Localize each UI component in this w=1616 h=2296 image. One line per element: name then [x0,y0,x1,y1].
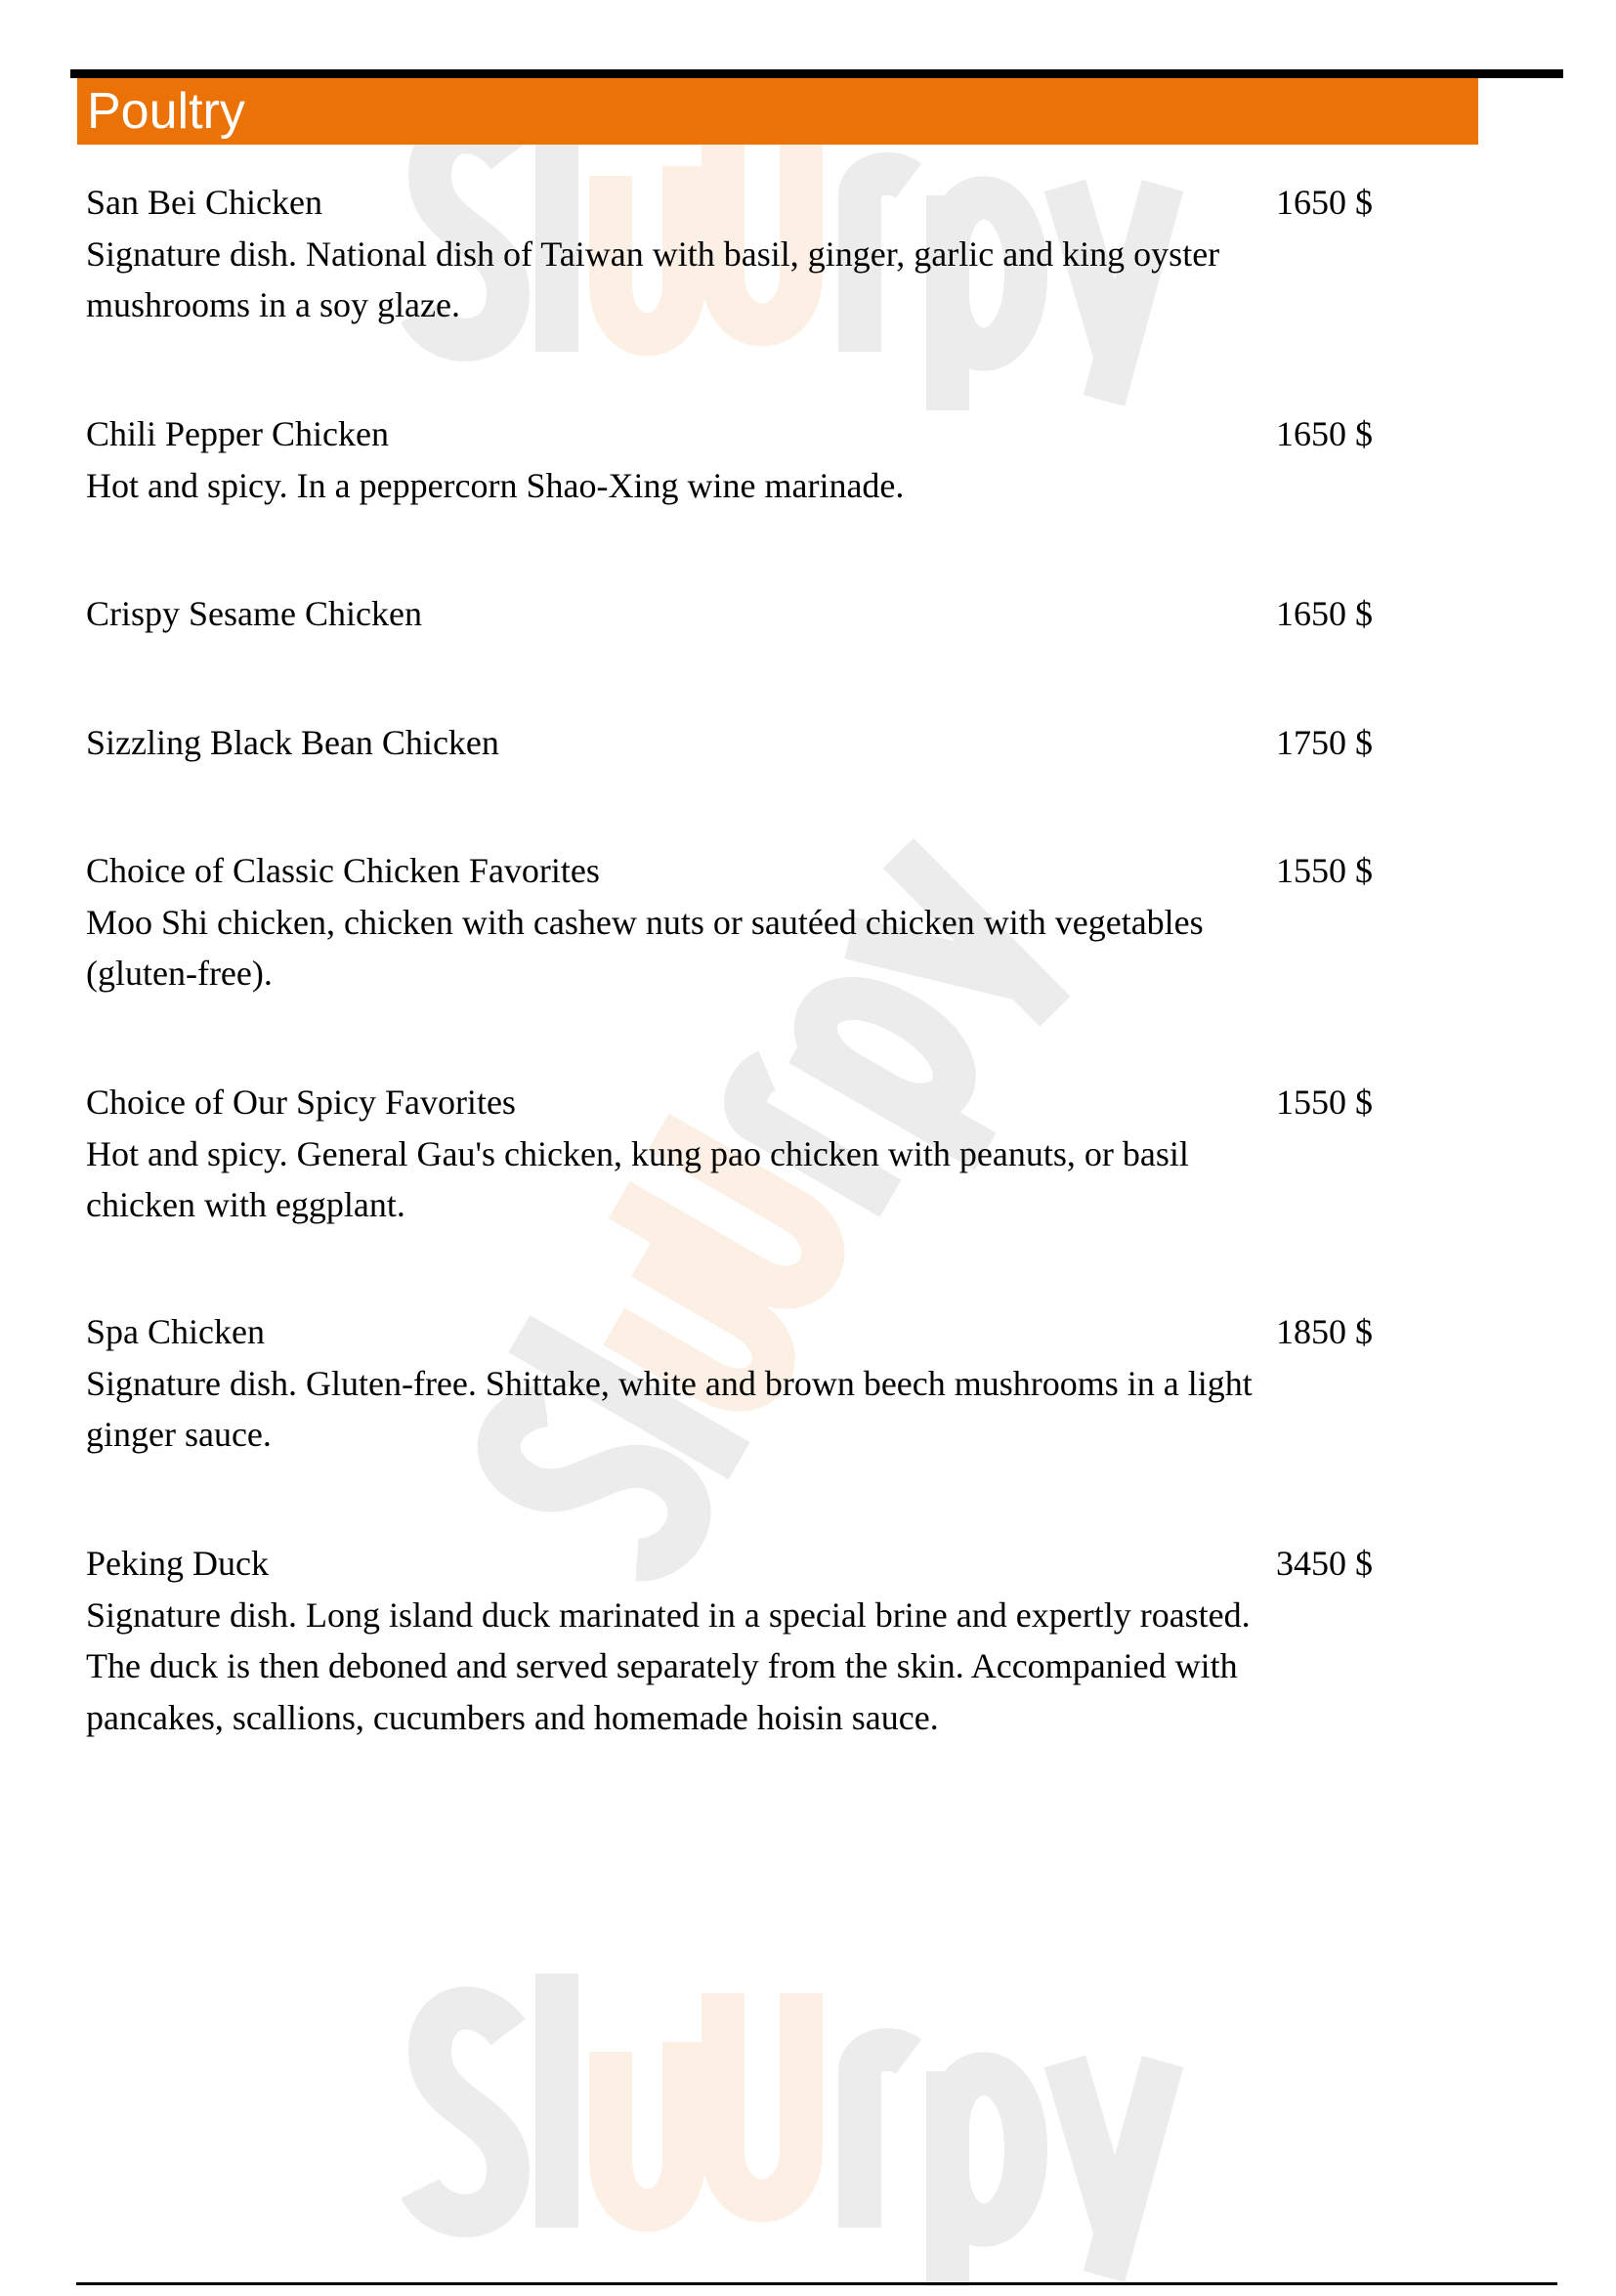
menu-item [86,588,1434,640]
item-description: Hot and spicy. General Gau's chicken, kung pao chicken with peanuts, or basil chicken with eggplant. [86,1133,1189,1224]
menu-item [86,1077,1434,1231]
item-name: Spa Chicken [86,1312,265,1351]
section-header [77,78,1478,145]
menu-item [86,1306,1434,1461]
item-price: 1550 $ [1276,851,1373,890]
item-description: Hot and spicy. In a peppercorn Shao-Xing wine marinade. [86,465,905,505]
menu-item [86,845,1434,999]
item-price: 1650 $ [1276,183,1373,222]
item-price: 1650 $ [1276,414,1373,453]
item-name: Choice of Classic Chicken Favorites [86,851,600,890]
section-title: Poultry [87,83,245,140]
item-price: 1650 $ [1276,594,1373,633]
item-price: 1850 $ [1276,1312,1373,1351]
item-description: Moo Shi chicken, chicken with cashew nuts or sautéed chicken with vegetables (gluten-free). [86,902,1204,993]
top-rule [70,69,1563,78]
item-price: 3450 $ [1276,1544,1373,1583]
item-name: Chili Pepper Chicken [86,414,389,453]
watermark-logo [401,1964,1221,2296]
item-name: Choice of Our Spicy Favorites [86,1083,516,1122]
menu-item [86,717,1434,769]
item-name: Crispy Sesame Chicken [86,594,422,633]
item-description: Signature dish. National dish of Taiwan with basil, ginger, garlic and king oyster mushrooms in a soy glaze. [86,234,1220,324]
item-name: Sizzling Black Bean Chicken [86,723,499,762]
item-name: Peking Duck [86,1544,269,1583]
item-price: 1550 $ [1276,1083,1373,1122]
item-name: San Bei Chicken [86,183,322,222]
item-description: Signature dish. Gluten-free. Shittake, white and brown beech mushrooms in a light ginger sauce. [86,1363,1253,1454]
menu-item [86,1538,1434,1743]
watermark-logo-graphic [401,1964,1221,2296]
menu-item [86,408,1434,511]
item-description: Signature dish. Long island duck marinated in a special brine and expertly roasted. The duck is then deboned and served separately from the skin. Accompanied with pancakes, scallions, cucumbers and homemade hoisin sauce. [86,1594,1251,1737]
menu-item [86,177,1434,331]
item-price: 1750 $ [1276,723,1373,762]
